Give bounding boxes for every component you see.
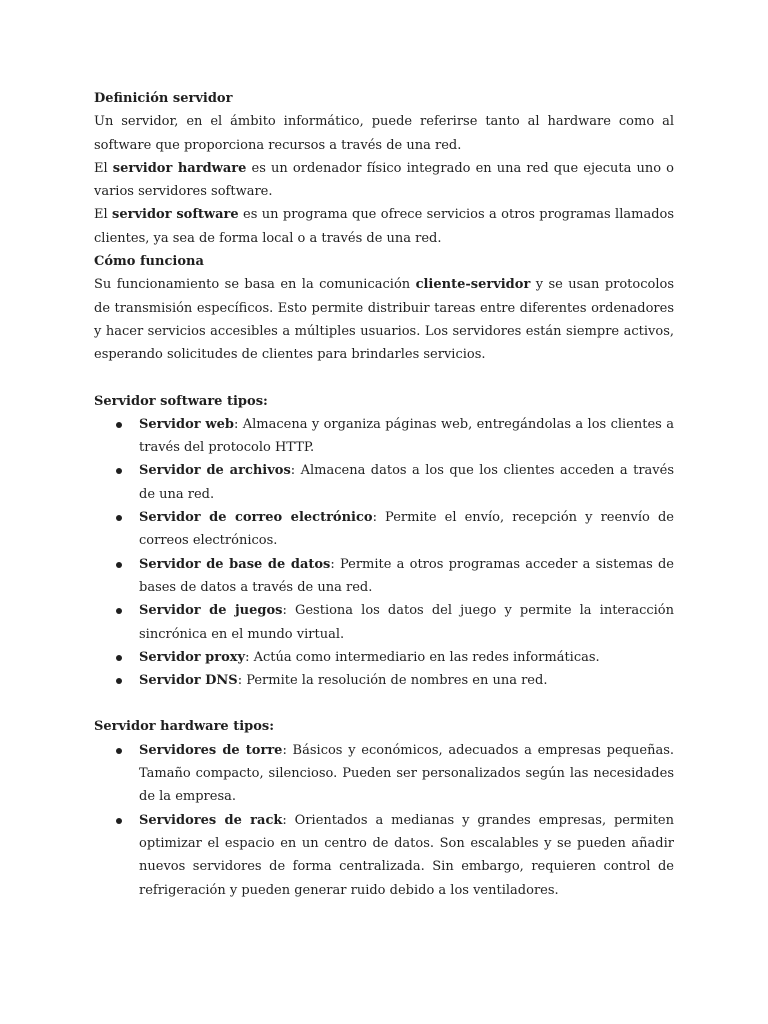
item-description: : Orientados a medianas y grandes empresas, permiten optimizar el espacio en un centro de datos. Son escalables y se pueden añadir nuevos servidores de forma centralizada. Sin embargo, requieren control de refrigeración y pueden generar ruido debido a los ventiladores. [139,812,674,898]
list-item [139,506,674,553]
spacer [94,692,674,715]
item-description: : Gestiona los datos del juego y permite la interacción sincrónica en el mundo virtual. [139,603,674,642]
item-term: Servidor de base de datos [139,556,331,572]
hardware-tipos-list [94,739,674,902]
item-term: Servidor de correo electrónico [139,510,373,526]
item-description: : Básicos y económicos, adecuados a empresas pequeñas. Tamaño compacto, silencioso. Pueden ser personalizados según las necesidades de la empresa. [139,742,674,805]
list-item [139,599,674,646]
servidor-software-paragraph [94,203,674,250]
item-description: : Permite el envío, recepción y reenvío de correos electrónicos. [139,510,674,549]
bold-term: servidor software [112,207,239,223]
bullet-icon [116,655,122,661]
text-run: es un ordenador físico integrado en una red que ejecuta uno o varios servidores software. [94,160,675,200]
bullet-icon [116,515,122,521]
como-funciona-heading: Cómo funciona [94,254,204,270]
bullet-icon [116,678,122,684]
list-item [139,646,674,669]
bold-term: servidor hardware [112,160,247,176]
spacer [94,367,674,390]
text-run: Su funcionamiento se basa en la comunicación [94,277,416,293]
item-term: Servidor DNS [139,673,238,689]
bullet-icon [116,422,122,428]
item-description: : Almacena datos a los que los clientes acceden a través de una red. [139,463,674,502]
item-description: : Permite la resolución de nombres en una red. [237,673,548,689]
bullet-icon [116,562,122,568]
definicion-heading: Definición servidor [94,91,233,106]
item-term: Servidor de archivos [139,463,291,479]
item-description: : Actúa como intermediario en las redes informáticas. [245,649,600,665]
item-term: Servidores de rack [139,812,283,828]
bold-term: cliente-servidor [415,277,531,293]
item-term: Servidor de juegos [139,603,283,619]
item-term: Servidor proxy [139,649,246,665]
software-tipos-list [94,413,674,693]
list-item [139,739,674,809]
item-description: : Permite a otros programas acceder a sistemas de bases de datos a través de una red. [139,556,675,595]
hardware-tipos-heading: Servidor hardware tipos: [94,719,275,735]
text-run: El [94,207,113,223]
text-run: es un programa que ofrece servicios a otros programas llamados clientes, ya sea de forma local o a través de una red. [94,207,675,246]
list-item [139,413,674,460]
text-run: y se usan protocolos de transmisión específicos. Esto permite distribuir tareas entre diferentes ordenadores y hacer servicios accesibles a múltiples usuarios. Los servidores están siempre activos, esperando solicitudes de clientes para brindarles servicios. [94,277,674,363]
bullet-icon [116,608,122,614]
item-term: Servidor web [139,416,234,432]
servidor-hardware-paragraph [94,157,674,204]
list-item [139,459,674,506]
bullet-icon [116,468,122,474]
text-run: El [94,160,113,176]
document-page [94,87,674,902]
bullet-icon [116,818,122,824]
como-funciona-paragraph [94,273,674,366]
list-item [139,553,674,600]
definicion-paragraph: Un servidor, en el ámbito informático, puede referirse tanto al hardware como al software que proporciona recursos a través de una red. [94,114,674,153]
item-description: : Almacena y organiza páginas web, entregándolas a los clientes a través del protocolo HTTP. [139,416,674,456]
list-item [139,809,674,902]
item-term: Servidores de torre [139,742,283,758]
bullet-icon [116,748,122,754]
software-tipos-heading: Servidor software tipos: [94,393,268,409]
list-item [139,669,674,692]
